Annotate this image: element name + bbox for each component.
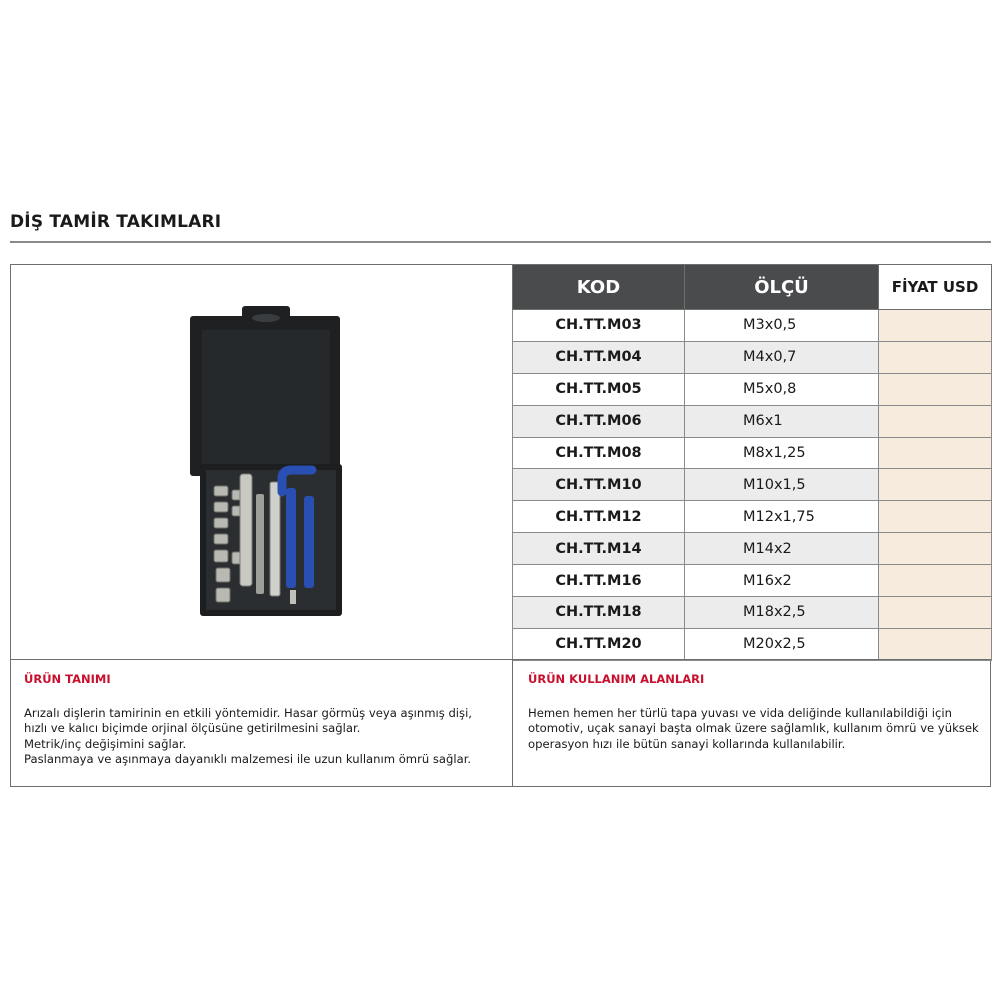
product-code: CH.TT.M18 — [513, 597, 685, 629]
column-divider — [512, 659, 513, 787]
product-code: CH.TT.M06 — [513, 405, 685, 437]
thread-size: M18x2,5 — [685, 597, 879, 629]
thread-size: M8x1,25 — [685, 437, 879, 469]
table-row — [513, 373, 992, 405]
section-divider — [10, 659, 991, 660]
product-code: CH.TT.M08 — [513, 437, 685, 469]
table-row — [513, 341, 992, 373]
price-cell — [879, 469, 992, 501]
product-code: CH.TT.M12 — [513, 501, 685, 533]
description-line: Arızalı dişlerin tamirinin en etkili yöntemidir. Hasar görmüş veya aşınmış dişi, — [24, 705, 472, 720]
table-row — [513, 501, 992, 533]
price-cell — [879, 565, 992, 597]
thread-size: M3x0,5 — [685, 310, 879, 342]
description-line: hızlı ve kalıcı biçimde orjinal ölçüsüne getirilmesini sağlar. — [24, 721, 361, 735]
table-row — [513, 310, 992, 342]
thread-repair-kit-image — [186, 306, 346, 618]
price-cell — [879, 310, 992, 342]
title-divider — [10, 241, 991, 243]
description-line: Paslanmaya ve aşınmaya dayanıklı malzemesi ile uzun kullanım ömrü sağlar. — [24, 752, 472, 766]
product-code: CH.TT.M03 — [513, 310, 685, 342]
description-text — [24, 706, 504, 768]
product-image-area — [10, 264, 513, 660]
product-code: CH.TT.M20 — [513, 628, 685, 660]
price-cell — [879, 405, 992, 437]
thread-size: M16x2 — [685, 565, 879, 597]
product-description — [24, 672, 504, 768]
usage-paragraph: Hemen hemen her türlü tapa yuvası ve vida deliğinde kullanılabildiği için otomotiv, uçak sanayi başta olmak üzere sağlamlık, kullanım ömrü ve yüksek operasyon hızı ile bütün sanayi kollarında kullanılabilir. — [528, 705, 979, 751]
price-cell — [879, 341, 992, 373]
thread-size: M5x0,8 — [685, 373, 879, 405]
thread-size: M10x1,5 — [685, 469, 879, 501]
price-cell — [879, 628, 992, 660]
thread-size: M20x2,5 — [685, 628, 879, 660]
product-usage — [528, 672, 988, 752]
usage-title: ÜRÜN KULLANIM ALANLARI — [528, 672, 705, 686]
table-header-row — [513, 265, 992, 310]
price-cell — [879, 533, 992, 565]
table-row — [513, 597, 992, 629]
code-header: KOD — [513, 265, 685, 310]
table-row — [513, 628, 992, 660]
price-cell — [879, 501, 992, 533]
price-cell — [879, 437, 992, 469]
table-row — [513, 405, 992, 437]
thread-size: M14x2 — [685, 533, 879, 565]
thread-size: M6x1 — [685, 405, 879, 437]
product-code: CH.TT.M16 — [513, 565, 685, 597]
thread-size: M12x1,75 — [685, 501, 879, 533]
spec-table — [512, 264, 992, 661]
page-title: DİŞ TAMİR TAKIMLARI — [10, 212, 222, 232]
table-row — [513, 469, 992, 501]
product-code: CH.TT.M14 — [513, 533, 685, 565]
table-row — [513, 437, 992, 469]
price-cell — [879, 373, 992, 405]
description-title: ÜRÜN TANIMI — [24, 672, 111, 686]
price-header: FİYAT USD — [879, 265, 992, 310]
table-row — [513, 533, 992, 565]
table-row — [513, 565, 992, 597]
product-code: CH.TT.M05 — [513, 373, 685, 405]
thread-size: M4x0,7 — [685, 341, 879, 373]
product-code: CH.TT.M04 — [513, 341, 685, 373]
size-header: ÖLÇÜ — [685, 265, 879, 310]
price-cell — [879, 597, 992, 629]
usage-text — [528, 706, 988, 753]
description-line: Metrik/inç değişimini sağlar. — [24, 736, 187, 751]
product-code: CH.TT.M10 — [513, 469, 685, 501]
